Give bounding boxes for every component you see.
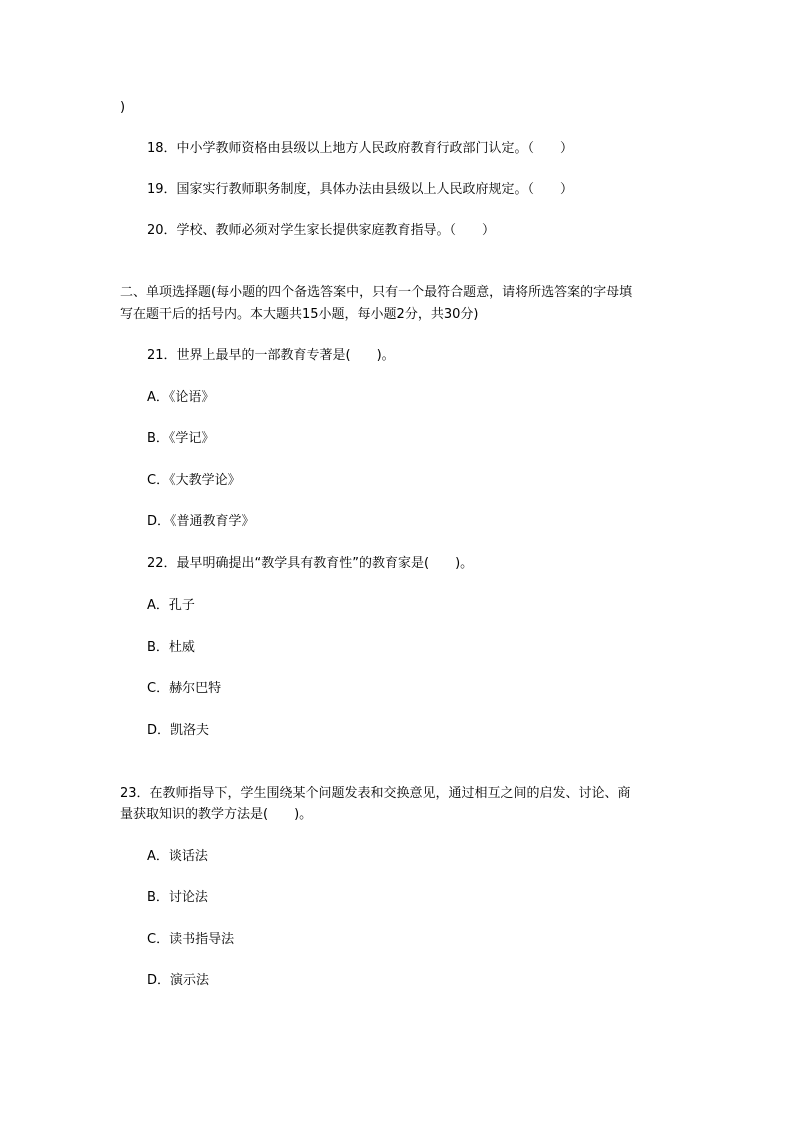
q23-option-d: D．演示法 [147, 973, 210, 988]
question-20: 20．学校、教师必须对学生家长提供家庭教育指导。（ ） [147, 223, 496, 238]
question-23-line2: 量获取知识的教学方法是( )。 [120, 807, 313, 822]
question-21: 21．世界上最早的一部教育专著是( )。 [147, 348, 395, 363]
question-23-line1: 23．在教师指导下，学生围绕某个问题发表和交换意见，通过相互之间的启发、讨论、商 [120, 786, 631, 801]
question-19: 19．国家实行教师职务制度，具体办法由县级以上人民政府规定。（ ） [147, 182, 574, 197]
q21-option-d: D．《普通教育学》 [147, 514, 255, 529]
q21-option-c: C．《大教学论》 [147, 473, 241, 488]
q22-option-a: A．孔子 [147, 598, 195, 613]
q21-option-b: B．《学记》 [147, 431, 215, 446]
q21-option-a: A．《论语》 [147, 390, 215, 405]
q23-option-c: C．读书指导法 [147, 932, 235, 947]
q22-option-c: C．赫尔巴特 [147, 681, 222, 696]
q23-option-b: B．讨论法 [147, 890, 208, 905]
section-heading-line2: 写在题干后的括号内。本大题共15小题，每小题2分，共30分) [120, 307, 479, 322]
question-18: 18．中小学教师资格由县级以上地方人民政府教育行政部门认定。（ ） [147, 141, 574, 156]
section-heading-line1: 二、单项选择题(每小题的四个备选答案中，只有一个最符合题意，请将所选答案的字母填 [120, 285, 633, 300]
q23-option-a: A．谈话法 [147, 849, 208, 864]
q22-option-b: B．杜威 [147, 640, 195, 655]
continued-paren: ) [120, 100, 126, 115]
question-22: 22．最早明确提出“教学具有教育性”的教育家是( )。 [147, 556, 474, 571]
q22-option-d: D．凯洛夫 [147, 723, 210, 738]
